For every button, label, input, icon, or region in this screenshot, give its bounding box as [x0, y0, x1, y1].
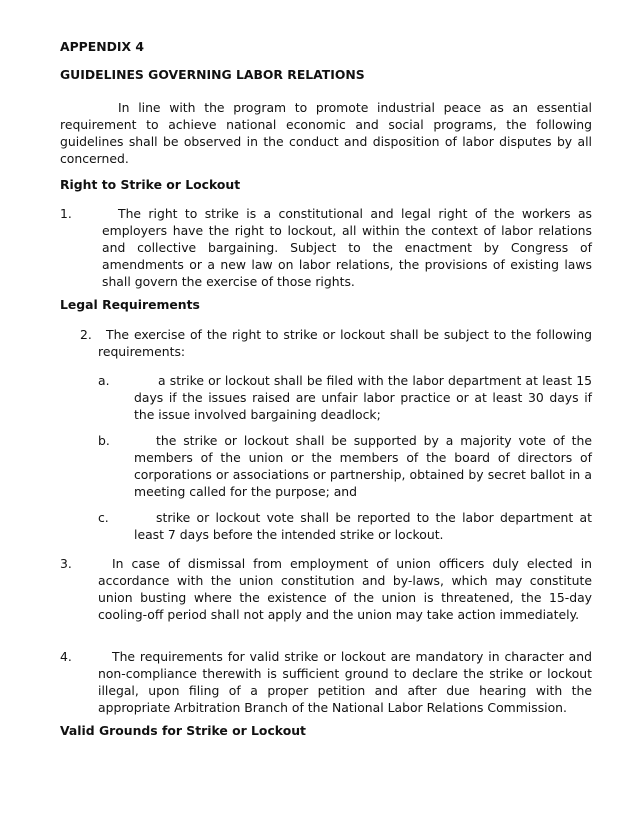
section-heading-right-to-strike: Right to Strike or Lockout	[60, 177, 241, 192]
intro-paragraph	[60, 99, 592, 167]
subitem-letter: b.	[98, 433, 110, 448]
item-text: The exercise of the right to strike or lockout shall be subject to the following requirements:	[98, 327, 592, 359]
subitem-letter: a.	[98, 373, 110, 388]
item-number: 4.	[60, 649, 72, 664]
section-heading-valid-grounds: Valid Grounds for Strike or Lockout	[60, 723, 306, 738]
subitem-letter: c.	[98, 510, 109, 525]
item-number: 3.	[60, 556, 72, 571]
item-number: 2.	[80, 327, 92, 342]
document-title: GUIDELINES GOVERNING LABOR RELATIONS	[60, 67, 365, 82]
subitem-text: a strike or lockout shall be filed with the labor department at least 15 days if the issues raised are unfair labor practice or at least 30 days if the issue involved bargaining deadlock;	[134, 373, 592, 422]
appendix-title: APPENDIX 4	[60, 39, 144, 54]
subitem-text: strike or lockout vote shall be reported to the labor department at least 7 days before the intended strike or lockout.	[134, 510, 592, 542]
item-number: 1.	[60, 206, 72, 221]
section-heading-legal-requirements: Legal Requirements	[60, 297, 200, 312]
item-text: The right to strike is a constitutional and legal right of the workers as employers have the right to lockout, all within the context of labor relations and collective bargaining. Subject to the enactment by Congress of amendments or a new law on labor relations, the provisions of existing laws shall govern the exercise of those rights.	[102, 206, 592, 289]
intro-text: In line with the program to promote industrial peace as an essential requirement to achieve national economic and social programs, the following guidelines shall be observed in the conduct and disposition of labor disputes by all concerned.	[60, 100, 592, 166]
subitem-text: the strike or lockout shall be supported by a majority vote of the members of the union or the members of the board of directors of corporations or associations or partnership, obtained by secret ballot in a meeting called for the purpose; and	[134, 433, 592, 499]
item-text: In case of dismissal from employment of union officers duly elected in accordance with the union constitution and by-laws, which may constitute union busting where the existence of the union is threatened, the 15-day cooling-off period shall not apply and the union may take action immediately.	[98, 556, 592, 622]
item-text: The requirements for valid strike or lockout are mandatory in character and non-compliance therewith is sufficient ground to declare the strike or lockout illegal, upon filing of a proper petition and after due hearing with the appropriate Arbitration Branch of the National Labor Relations Commission.	[98, 649, 592, 715]
